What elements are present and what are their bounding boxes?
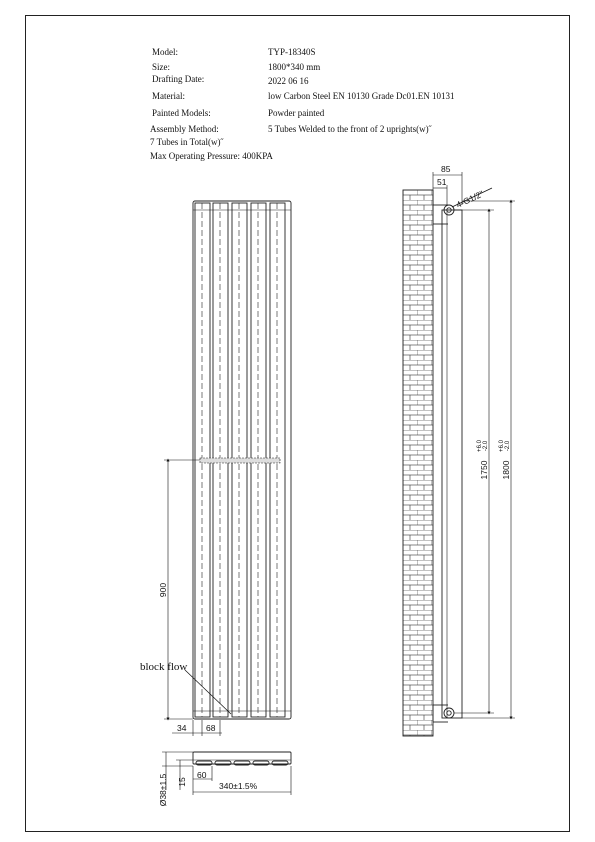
side-view xyxy=(403,164,515,736)
top-view xyxy=(158,752,291,806)
dim-1800-tol-plus: +6.0 xyxy=(499,440,505,452)
size-label: Size: xyxy=(152,62,170,72)
dim-1800 xyxy=(462,201,515,718)
thread-label: 4-G1/2" xyxy=(454,188,486,210)
dim-51-label: 51 xyxy=(437,177,447,187)
dim-1800-tol-minus: -2.0 xyxy=(505,440,511,452)
painted-label: Painted Models: xyxy=(152,108,211,118)
model-value: TYP-18340S xyxy=(268,47,316,57)
dim-340-label: 340±1.5% xyxy=(219,781,258,791)
brick-wall xyxy=(403,190,433,736)
dim-60-label: 60 xyxy=(197,770,207,780)
block-flow-label: block flow xyxy=(140,661,188,673)
side-connection-bottom xyxy=(444,708,454,718)
dim-34-label: 34 xyxy=(177,723,187,733)
size-value: 1800*340 mm xyxy=(268,62,321,72)
dim-15-label: 15 xyxy=(177,777,187,787)
front-view xyxy=(140,201,291,736)
dim-1750-tol-plus: +6.0 xyxy=(477,440,483,452)
dim-1750-label: 1750 xyxy=(479,460,489,480)
max-pressure: Max Operating Pressure: 400KPA xyxy=(150,151,273,161)
date-value: 2022 06 16 xyxy=(268,76,309,86)
material-value: low Carbon Steel EN 10130 Grade Dc01.EN 10131 xyxy=(268,91,455,101)
side-radiator-profile xyxy=(433,205,462,722)
dim-68-label: 68 xyxy=(206,723,216,733)
block-flow-band xyxy=(200,458,280,463)
dim-diameter-label: Ø38±1.5 xyxy=(158,773,168,807)
painted-value: Powder painted xyxy=(268,108,325,118)
dim-85-label: 85 xyxy=(441,164,451,174)
dim-1750-tol-minus: -2.0 xyxy=(483,440,489,452)
material-label: Material: xyxy=(152,91,185,101)
tubes-total: 7 Tubes in Total(w)˝ xyxy=(150,137,224,147)
model-label: Model: xyxy=(152,47,178,57)
top-view-tubes xyxy=(193,752,291,765)
assembly-label: Assembly Method: xyxy=(150,124,219,134)
assembly-value: 5 Tubes Welded to the front of 2 uprights(w)˝ xyxy=(268,124,432,134)
dim-900-label: 900 xyxy=(158,582,168,598)
block-flow-leader xyxy=(185,670,231,714)
dim-1800-label: 1800 xyxy=(501,460,511,480)
date-label: Drafting Date: xyxy=(152,74,205,84)
